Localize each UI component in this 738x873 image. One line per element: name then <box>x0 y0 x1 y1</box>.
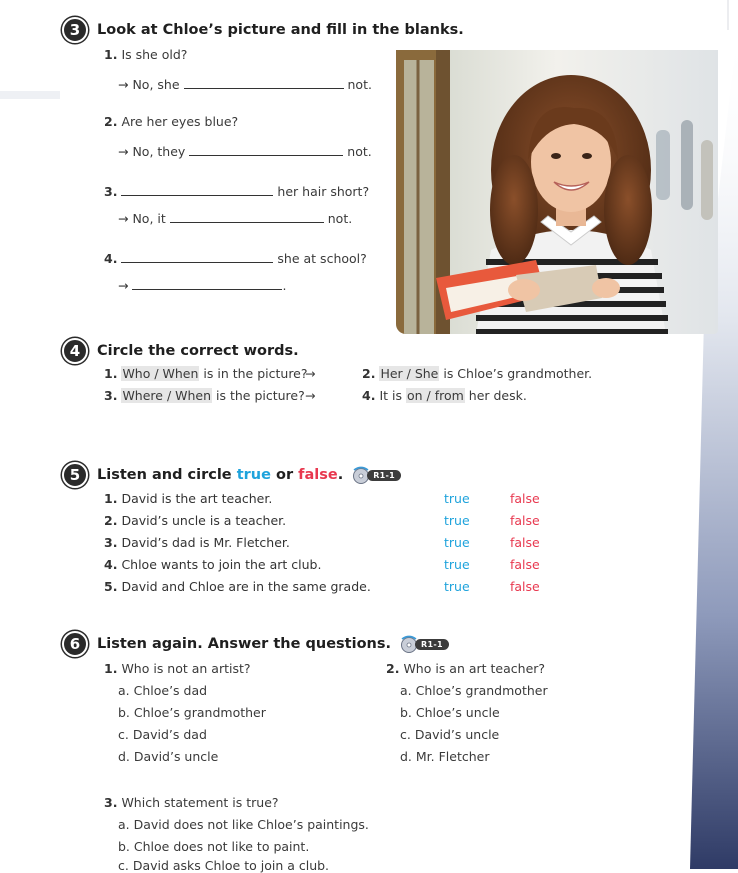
answer-option[interactable]: a. Chloe’s dad <box>118 683 208 698</box>
word-choice[interactable]: Who / When <box>122 366 199 381</box>
s4-arrow-1: → <box>305 366 316 381</box>
s4-item-1: 1. Who / When is in the picture? <box>104 366 308 381</box>
audio-track-button[interactable] <box>399 635 449 653</box>
answer-option[interactable]: a. David does not like Chloe’s paintings. <box>118 817 369 832</box>
s4-item-4: 4. It is on / from her desk. <box>362 388 527 403</box>
answer-option[interactable]: d. Mr. Fletcher <box>400 749 490 764</box>
track-badge: R1-1 <box>415 639 449 650</box>
true-option[interactable]: true <box>444 513 470 528</box>
false-option[interactable]: false <box>510 557 540 572</box>
s4-arrow-2: → <box>305 388 316 403</box>
true-option[interactable]: true <box>444 535 470 550</box>
section-4-number: 4 <box>62 338 88 364</box>
answer-option[interactable]: a. Chloe’s grandmother <box>400 683 548 698</box>
tf-row-3: 3. David’s dad is Mr. Fletcher. <box>104 535 290 550</box>
s3-answer-3: → No, it not. <box>118 208 352 226</box>
s3-question-4: 4. she at school? <box>104 248 367 266</box>
s3-question-1: 1. Is she old? <box>104 47 188 62</box>
false-option[interactable]: false <box>510 491 540 506</box>
section-5-title: Listen and circle true or false. <box>97 467 344 483</box>
chloe-photo <box>396 50 718 334</box>
answer-option[interactable]: c. David’s dad <box>118 727 207 742</box>
s6-question-3: 3. Which statement is true? <box>104 795 279 810</box>
word-choice[interactable]: on / from <box>406 388 464 403</box>
answer-option[interactable]: d. David’s uncle <box>118 749 219 764</box>
audio-track-button[interactable] <box>351 466 401 484</box>
fill-blank[interactable] <box>121 248 273 263</box>
fill-blank[interactable] <box>121 181 273 196</box>
fill-blank[interactable] <box>189 141 343 156</box>
tf-row-4: 4. Chloe wants to join the art club. <box>104 557 322 572</box>
tf-row-5: 5. David and Chloe are in the same grade. <box>104 579 371 594</box>
answer-option[interactable]: b. Chloe’s uncle <box>400 705 500 720</box>
s3-question-3: 3. her hair short? <box>104 181 369 199</box>
true-option[interactable]: true <box>444 579 470 594</box>
answer-option[interactable]: b. Chloe does not like to paint. <box>118 839 310 854</box>
s3-answer-2: → No, they not. <box>118 141 372 159</box>
answer-option[interactable]: c. David’s uncle <box>400 727 500 742</box>
word-choice[interactable]: Where / When <box>122 388 212 403</box>
fill-blank[interactable] <box>132 275 282 290</box>
section-3-number: 3 <box>62 17 88 43</box>
answer-option[interactable]: b. Chloe’s grandmother <box>118 705 266 720</box>
true-option[interactable]: true <box>444 491 470 506</box>
section-5-number: 5 <box>62 462 88 488</box>
s3-question-2: 2. Are her eyes blue? <box>104 114 239 129</box>
s4-item-3: 3. Where / When is the picture? <box>104 388 305 403</box>
fill-blank[interactable] <box>170 208 324 223</box>
tf-row-1: 1. David is the art teacher. <box>104 491 273 506</box>
true-false-list <box>62 491 622 601</box>
s3-answer-4: → . <box>118 275 286 293</box>
false-option[interactable]: false <box>510 535 540 550</box>
s6-question-2: 2. Who is an art teacher? <box>386 661 546 676</box>
tf-row-2: 2. David’s uncle is a teacher. <box>104 513 287 528</box>
s4-item-2: 2. Her / She is Chloe’s grandmother. <box>362 366 593 381</box>
section-5 <box>62 463 401 487</box>
false-option[interactable]: false <box>510 579 540 594</box>
fill-blank[interactable] <box>184 74 344 89</box>
s6-question-1: 1. Who is not an artist? <box>104 661 251 676</box>
section-4 <box>62 339 299 363</box>
section-6-number: 6 <box>62 631 88 657</box>
track-badge: R1-1 <box>367 470 401 481</box>
section-3 <box>62 18 464 42</box>
false-option[interactable]: false <box>510 513 540 528</box>
s3-answer-1: → No, she not. <box>118 74 372 92</box>
section-4-title: Circle the correct words. <box>97 343 299 359</box>
word-choice[interactable]: Her / She <box>380 366 439 381</box>
answer-option[interactable]: c. David asks Chloe to join a club. <box>118 858 330 873</box>
section-6-title: Listen again. Answer the questions. <box>97 636 392 652</box>
section-3-title: Look at Chloe’s picture and fill in the blanks. <box>97 22 464 38</box>
section-6 <box>62 632 449 656</box>
true-option[interactable]: true <box>444 557 470 572</box>
